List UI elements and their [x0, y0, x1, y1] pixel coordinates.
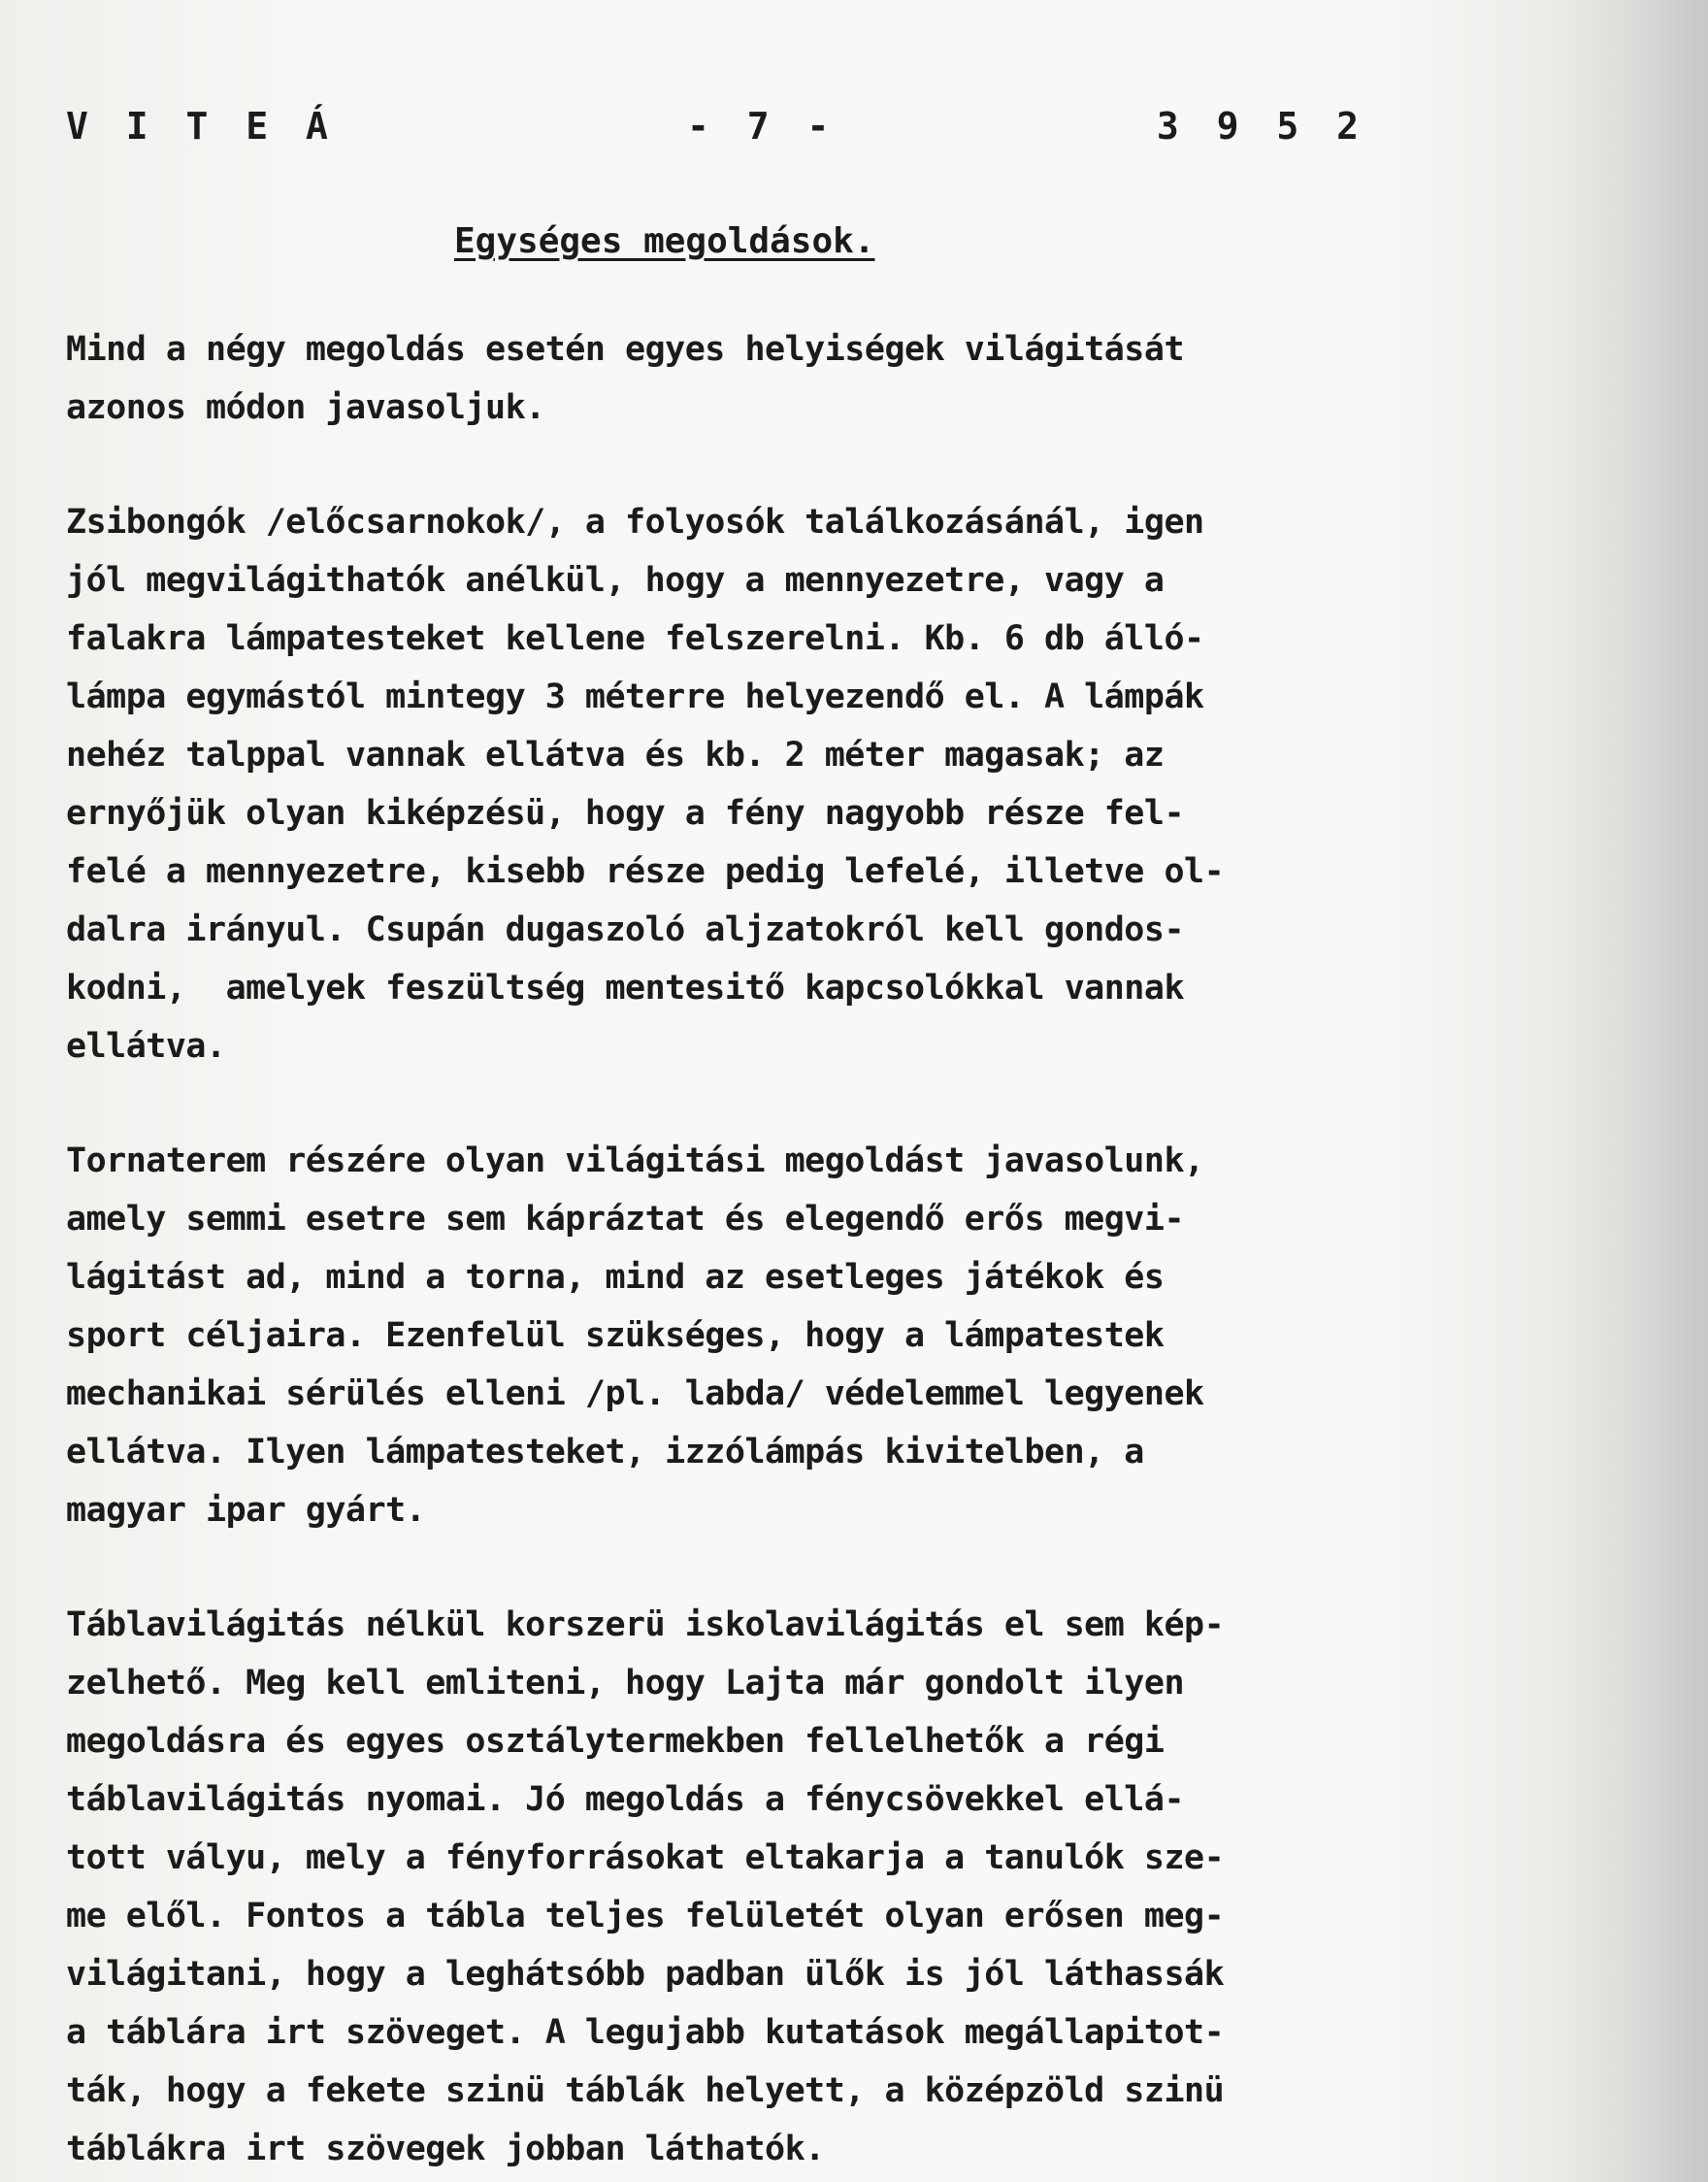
paragraph-line: megoldásra és egyes osztálytermekben fellelhetők a régi	[66, 1722, 1165, 1761]
paragraph-line: ellátva. Ilyen lámpatesteket, izzólámpás kivitelben, a	[66, 1433, 1144, 1471]
paragraph-2	[66, 493, 1454, 1075]
paragraph-line: Mind a négy megoldás esetén egyes helyiségek világitását	[66, 330, 1185, 369]
paragraph-line: felé a mennyezetre, kisebb része pedig lefelé, illetve ol-	[66, 852, 1225, 891]
section-title: Egységes megoldások.	[454, 221, 875, 261]
paragraph-line: nehéz talppal vannak ellátva és kb. 2 méter magasak; az	[66, 736, 1165, 775]
paragraph-line: ernyőjük olyan kiképzésü, hogy a fény nagyobb része fel-	[66, 794, 1185, 833]
document-body	[66, 320, 1454, 2182]
paragraph-line: kodni, amelyek feszültség mentesitő kapcsolókkal vannak	[66, 969, 1185, 1008]
paragraph-line: lágitást ad, mind a torna, mind az esetleges játékok és	[66, 1258, 1165, 1297]
paragraph-line: amely semmi esetre sem kápráztat és elegendő erős megvi-	[66, 1200, 1185, 1239]
paragraph-line: azonos módon javasoljuk.	[66, 388, 545, 427]
paragraph-4	[66, 1596, 1454, 2178]
paragraph-line: jól megvilágithatók anélkül, hogy a mennyezetre, vagy a	[66, 561, 1165, 600]
document-number: 3 9 5 2	[1156, 105, 1366, 148]
paragraph-line: zelhető. Meg kell emliteni, hogy Lajta már gondolt ilyen	[66, 1664, 1185, 1703]
paragraph-line: dalra irányul. Csupán dugaszoló aljzatokról kell gondos-	[66, 910, 1185, 949]
scan-shadow	[1533, 0, 1708, 2182]
paragraph-line: tott vályu, mely a fényforrásokat eltakarja a tanulók sze-	[66, 1838, 1225, 1877]
paragraph-1	[66, 320, 1454, 437]
paragraph-line: világitani, hogy a leghátsóbb padban ülők is jól láthassák	[66, 1955, 1225, 1994]
paragraph-line: magyar ipar gyárt.	[66, 1491, 426, 1530]
paragraph-line: sport céljaira. Ezenfelül szükséges, hogy a lámpatestek	[66, 1316, 1165, 1355]
paragraph-line: táblákra irt szövegek jobban láthatók.	[66, 2130, 825, 2168]
page-number: - 7 -	[687, 105, 838, 148]
paragraph-line: Zsibongók /előcsarnokok/, a folyosók találkozásánál, igen	[66, 503, 1204, 542]
paragraph-line: Táblavilágitás nélkül korszerü iskolavilágitás el sem kép-	[66, 1605, 1225, 1644]
paragraph-line: a táblára irt szöveget. A legujabb kutatások megállapitot-	[66, 2013, 1225, 2052]
paragraph-line: ták, hogy a fekete szinü táblák helyett, a középzöld szinü	[66, 2071, 1225, 2110]
paragraph-line: falakra lámpatesteket kellene felszerelni. Kb. 6 db álló-	[66, 619, 1204, 658]
header-left-text: V I T E Á	[66, 105, 336, 148]
paragraph-line: me elől. Fontos a tábla teljes felületét olyan erősen meg-	[66, 1897, 1225, 1935]
paragraph-line: ellátva.	[66, 1027, 226, 1066]
paragraph-3	[66, 1132, 1454, 1539]
paragraph-line: mechanikai sérülés elleni /pl. labda/ védelemmel legyenek	[66, 1374, 1204, 1413]
paragraph-line: lámpa egymástól mintegy 3 méterre helyezendő el. A lámpák	[66, 678, 1204, 716]
page-header	[66, 105, 1366, 163]
paragraph-line: Tornaterem részére olyan világitási megoldást javasolunk,	[66, 1141, 1204, 1180]
paragraph-line: táblavilágitás nyomai. Jó megoldás a fénycsövekkel ellá-	[66, 1780, 1185, 1819]
